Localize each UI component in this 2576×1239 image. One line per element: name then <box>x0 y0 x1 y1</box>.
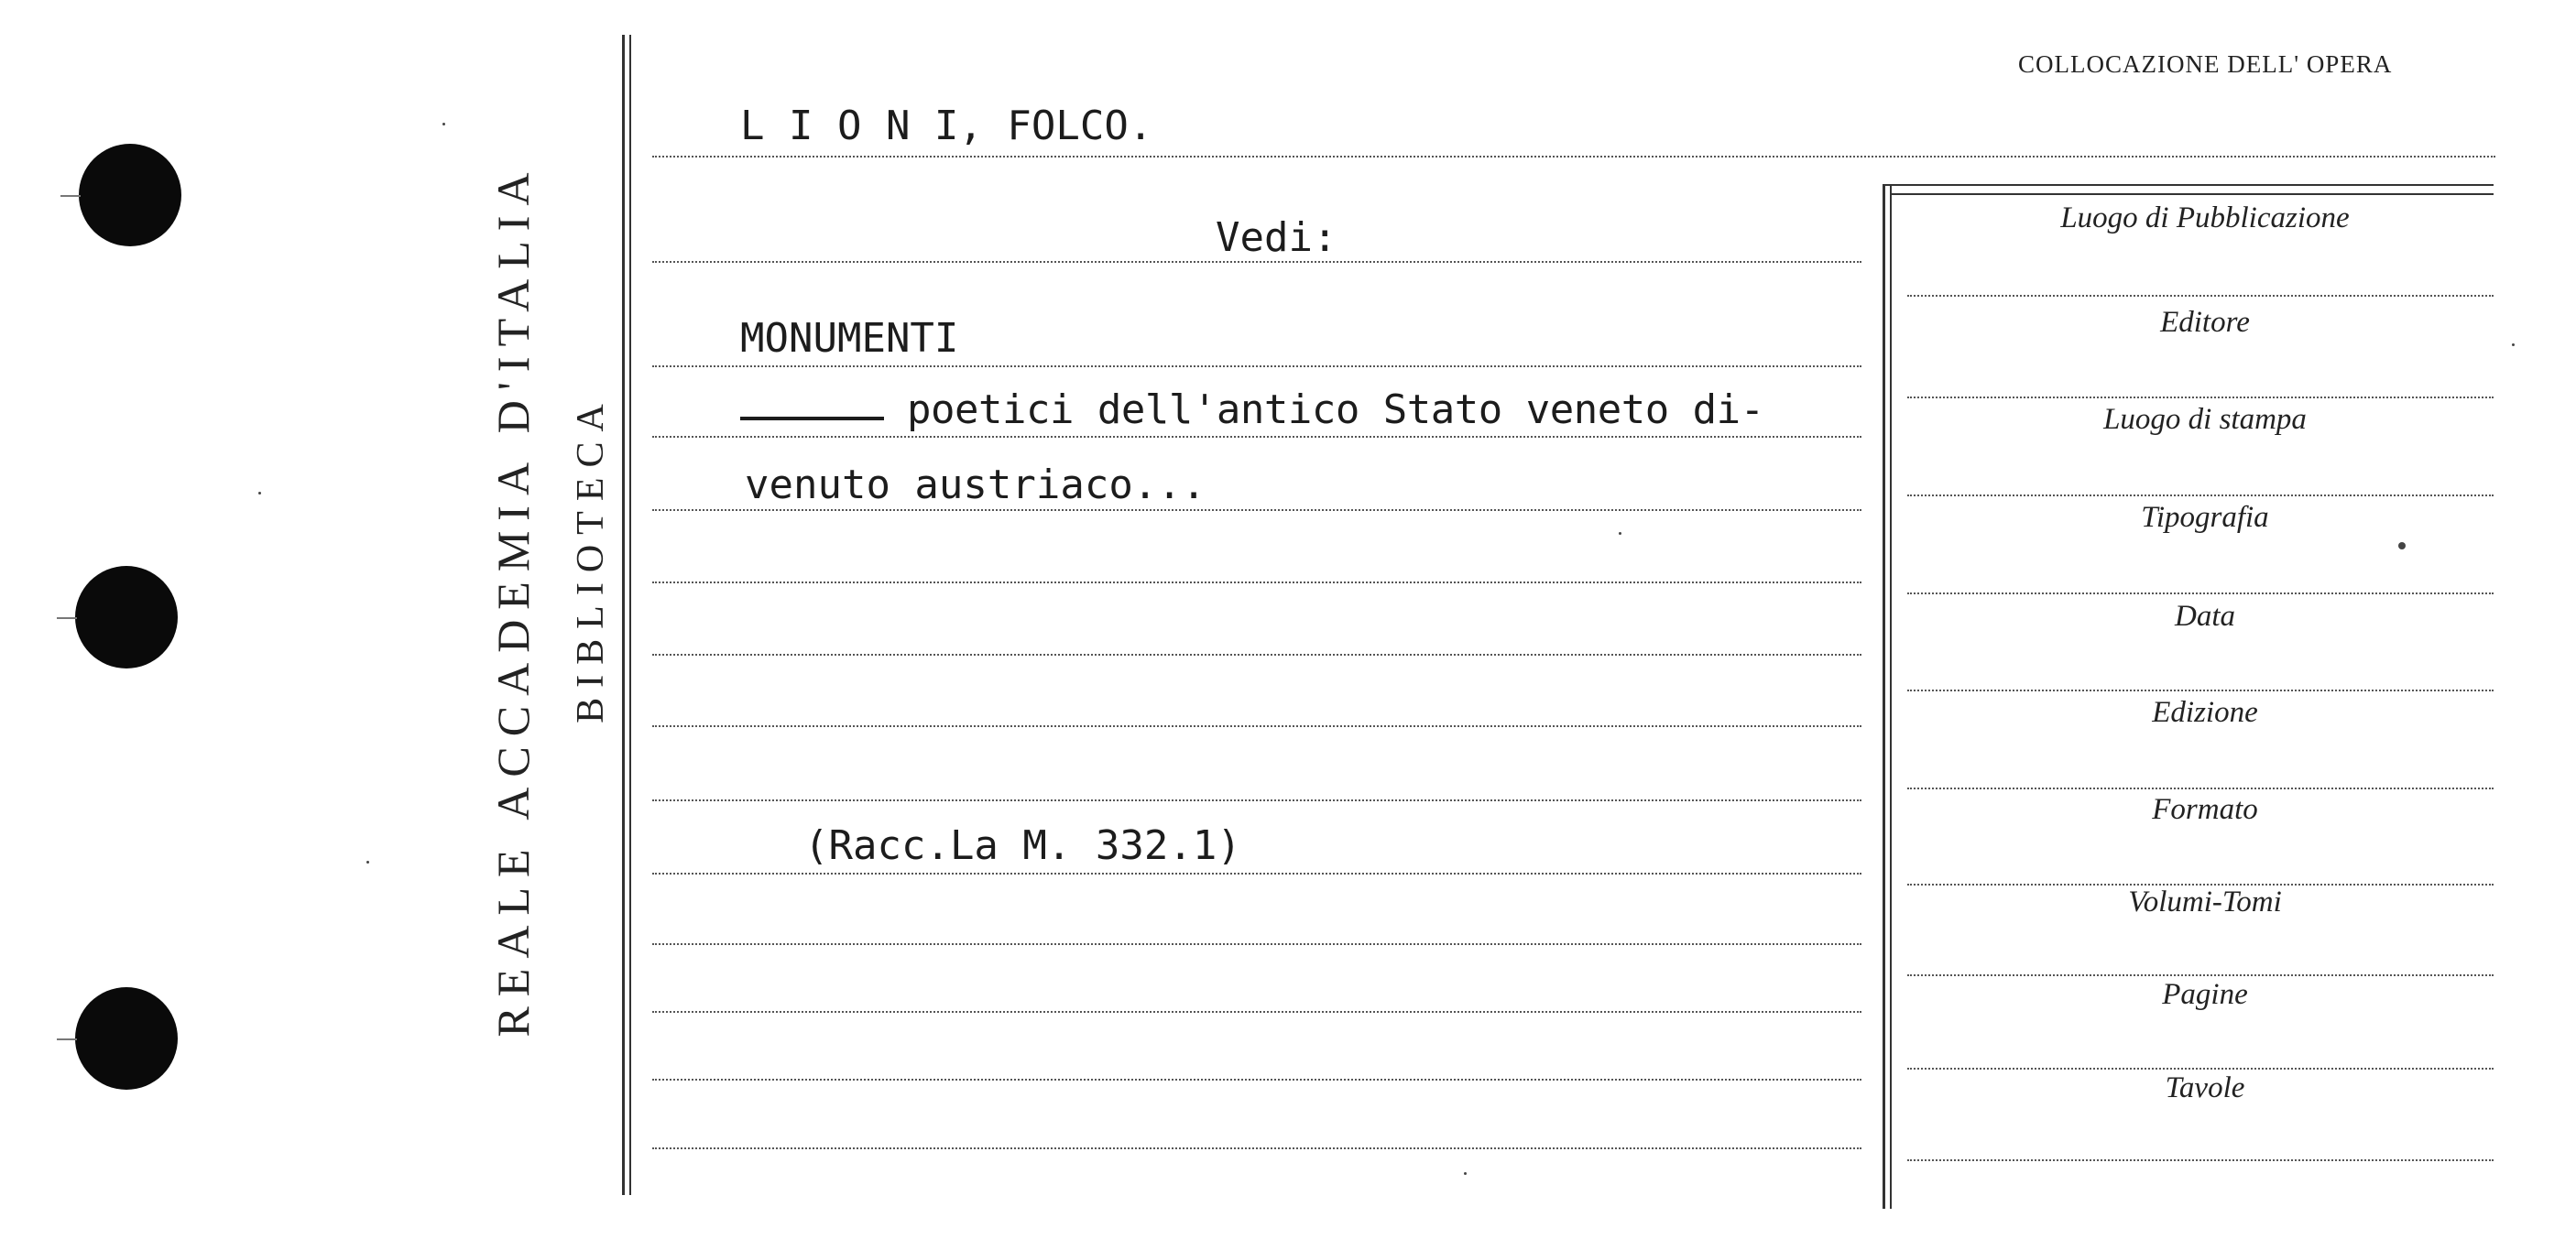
punch-hole-bottom <box>75 987 178 1090</box>
panel-border-rule <box>1883 186 1885 1209</box>
see-also-label: Vedi: <box>1216 214 1337 261</box>
panel-ruled-line <box>1907 974 2494 976</box>
panel-ruled-line <box>1907 788 2494 789</box>
ruled-line <box>652 436 1861 438</box>
field-label-place-of-printing: Luogo di stampa <box>2103 403 2307 436</box>
punch-hole-top <box>79 144 181 246</box>
scan-speck <box>442 123 445 125</box>
department-name-block <box>550 229 632 888</box>
field-label-edition: Edizione <box>2152 696 2258 729</box>
panel-top-rule-inner <box>1890 193 2494 195</box>
repeat-heading-dash <box>740 417 884 420</box>
panel-ruled-line <box>1907 690 2494 691</box>
panel-ruled-line <box>1907 1068 2494 1070</box>
field-label-plates: Tavole <box>2165 1071 2245 1104</box>
subject-heading: MONUMENTI <box>740 315 959 362</box>
department-name: BIBLIOTECA <box>570 394 612 723</box>
ruled-line <box>652 581 1861 583</box>
panel-ruled-line <box>1907 495 2494 496</box>
ruled-line <box>652 943 1861 945</box>
field-label-printer: Tipografia <box>2141 501 2269 534</box>
collocation-header: COLLOCAZIONE DELL' OPERA <box>2018 50 2393 78</box>
ruled-line <box>652 873 1861 875</box>
ruled-line <box>652 654 1861 656</box>
field-label-publisher: Editore <box>2160 306 2250 339</box>
shelfmark: (Racc.La M. 332.1) <box>804 822 1241 869</box>
institution-name: REALE ACCADEMIA D'ITALIA <box>487 162 539 1038</box>
field-label-pages: Pagine <box>2162 978 2248 1011</box>
scan-speck <box>258 492 261 495</box>
field-label-date: Data <box>2175 600 2235 633</box>
scan-speck <box>1619 532 1621 535</box>
ruled-line <box>652 1147 1861 1149</box>
panel-ruled-line <box>1907 397 2494 398</box>
field-label-volumes: Volumi-Tomi <box>2128 886 2282 918</box>
institution-name-block <box>472 96 554 1103</box>
field-label-format: Formato <box>2152 793 2258 826</box>
ruled-line <box>652 1011 1861 1013</box>
ruled-line <box>652 1079 1861 1081</box>
panel-top-rule <box>1883 184 2494 186</box>
title-line-1: poetici dell'antico Stato veneto di- <box>907 386 1764 433</box>
scan-speck <box>2398 542 2406 549</box>
scan-speck <box>366 861 369 864</box>
left-border-rule-inner <box>629 35 631 1195</box>
title-line-2: venuto austriaco... <box>745 462 1206 508</box>
panel-ruled-line <box>1907 295 2494 297</box>
ruled-line <box>652 509 1861 511</box>
field-label-place-of-publication: Luogo di Pubblicazione <box>2060 201 2350 234</box>
ruled-line <box>652 365 1861 367</box>
ruled-line <box>652 725 1861 727</box>
ruled-line <box>652 156 2495 158</box>
author-entry: L I O N I, FOLCO. <box>740 103 1153 149</box>
punch-hole-middle <box>75 566 178 668</box>
ruled-line <box>652 261 1861 263</box>
scan-speck <box>2512 343 2515 346</box>
panel-ruled-line <box>1907 1159 2494 1161</box>
panel-ruled-line <box>1907 592 2494 594</box>
ruled-line <box>652 799 1861 801</box>
scan-speck <box>1464 1172 1467 1175</box>
left-border-rule <box>622 35 625 1195</box>
